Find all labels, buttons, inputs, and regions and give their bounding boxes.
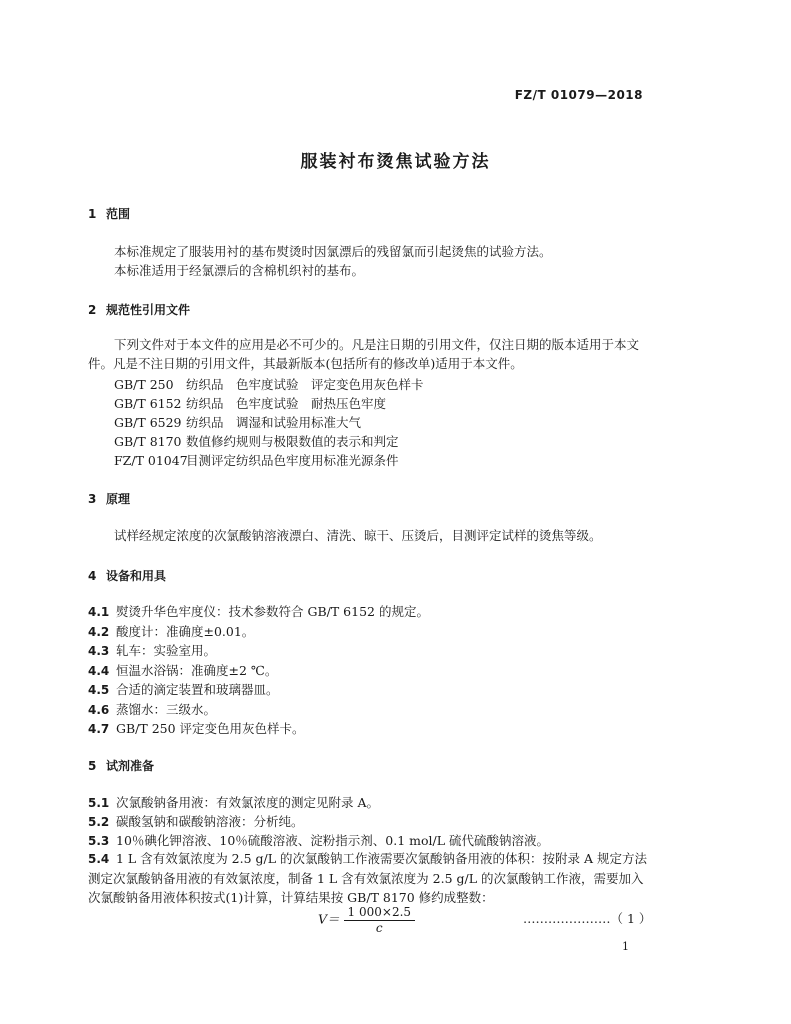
- reagent-item: 5.2 碳酸氢钠和碳酸钠溶液：分析纯。: [88, 814, 304, 829]
- reagent-item-5-4: 5.4 1 L 含有效氯浓度为 2.5 g/L 的次氯酸钠工作液需要次氯酸钠备用液的体积：按附录 A 规定方法测定次氯酸钠备用液的有效氯浓度，制备 1 L 含有效氯浓度为 2.5 g/L 的次氯酸钠工作液，需要加入次氯酸钠备用液体积按式(1)计算，计算结果按 GB/T 8170 修约成整数：: [88, 851, 647, 905]
- section-3-para-1: 试样经规定浓度的次氯酸钠溶液漂白、清洗、晾干、压烫后，目测评定试样的烫焦等级。: [114, 528, 602, 543]
- equipment-item: 4.3 轧车：实验室用。: [88, 643, 217, 658]
- section-1-para-2: 本标准适用于经氯漂后的含棉机织衬的基布。: [114, 263, 365, 278]
- equipment-item: 4.6 蒸馏水：三级水。: [88, 702, 217, 717]
- equipment-item: 4.7 GB/T 250 评定变色用灰色样卡。: [88, 721, 305, 736]
- section-1-para-1: 本标准规定了服装用衬的基布熨烫时因氯漂后的残留氯而引起烫焦的试验方法。: [114, 244, 552, 259]
- reagent-item: 5.1 次氯酸钠备用液：有效氯浓度的测定见附录 A。: [88, 795, 380, 810]
- equipment-item: 4.1 熨烫升华色牢度仪：技术参数符合 GB/T 6152 的规定。: [88, 604, 429, 619]
- document-title: 服装衬布烫焦试验方法: [300, 152, 491, 172]
- equipment-item: 4.4 恒温水浴锅：准确度±2 ℃。: [88, 663, 278, 678]
- reagent-item: 5.3 10％碘化钾溶液、10％硫酸溶液、淀粉指示剂、0.1 mol/L 硫代硫酸钠溶液。: [88, 833, 550, 848]
- equipment-item: 4.2 酸度计：准确度±0.01。: [88, 624, 255, 639]
- formula-1: V＝ $\frac{1 000\times 2.5}{c}$: [318, 905, 415, 935]
- section-4-heading: 4 设备和用具: [88, 569, 167, 583]
- page-number: 1: [622, 940, 629, 953]
- section-1-heading: 1 范围: [88, 207, 131, 221]
- section-5-heading: 5 试剂准备: [88, 759, 155, 773]
- section-2-para-1: 下列文件对于本文件的应用是必不可少的。凡是注日期的引用文件，仅注日期的版本适用于本文件。凡是不注日期的引用文件，其最新版本(包括所有的修改单)适用于本文件。: [88, 337, 640, 371]
- equation-number: …………………（ 1 ）: [523, 911, 652, 926]
- reference-item: GB/T 6529 纺织品 调湿和试验用标准大气: [114, 415, 362, 430]
- section-2-heading: 2 规范性引用文件: [88, 303, 191, 317]
- reference-item: FZ/T 01047目测评定纺织品色牢度用标准光源条件: [114, 453, 399, 468]
- equipment-item: 4.5 合适的滴定装置和玻璃器皿。: [88, 682, 279, 697]
- standard-number: FZ/T 01079—2018: [514, 88, 643, 102]
- formula-denominator: c: [375, 921, 383, 935]
- reference-item: GB/T 8170 数值修约规则与极限数值的表示和判定: [114, 434, 399, 449]
- section-3-heading: 3 原理: [88, 492, 131, 506]
- reference-item: GB/T 250 纺织品 色牢度试验 评定变色用灰色样卡: [114, 377, 424, 392]
- formula-numerator: 1 000×2.5: [344, 905, 416, 921]
- reference-item: GB/T 6152 纺织品 色牢度试验 耐热压色牢度: [114, 396, 387, 411]
